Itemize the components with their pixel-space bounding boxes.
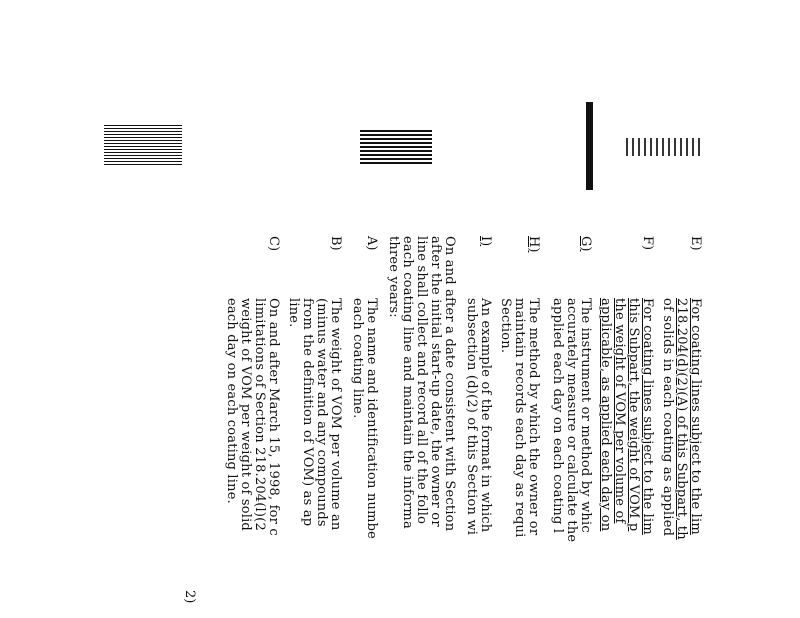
item-b-line-4: line. [286, 298, 301, 328]
item-h-line-1: The method by which the owner or [526, 298, 541, 536]
item-marker-a: A) [364, 236, 379, 251]
item-g-line-3: applied each day on each coating l [550, 298, 565, 534]
paragraph-line-5: three years: [386, 236, 401, 318]
paragraph-line-4: each coating line and maintain the informa [400, 236, 415, 529]
item-b-line-3: from the definition of VOM) as ap [300, 298, 315, 527]
paragraph-line-2: after the initial start-up date, the owner or [428, 236, 443, 527]
item-marker-e: E) [688, 236, 703, 251]
item-marker-f: F) [640, 236, 655, 251]
paragraph-line-1: On and after a date consistent with Section [442, 236, 457, 532]
paragraph-line-3: line shall collect and record all of the follo [414, 236, 429, 525]
item-e-line-2: 218.204(d)(2)(A) of this Subpart, th [674, 298, 689, 540]
item-c-line-3: weight of VOM per weight of solid [238, 298, 253, 531]
item-i-line-1: An example of the format in which [478, 298, 493, 533]
item-f-line-4: applicable, as applied each day on [598, 298, 613, 532]
item-b-line-1: The weight of VOM per volume an [328, 298, 343, 531]
page-number: 2) [182, 590, 197, 604]
item-g-line-2: accurately measure or calculate the [564, 298, 579, 543]
scan-artifact-smudge-left [104, 125, 182, 165]
item-f-line-3: the weight of VOM per volume of [612, 298, 627, 524]
item-c-line-4: each day on each coating line. [224, 298, 239, 504]
scan-artifact-bar [586, 102, 593, 190]
item-marker-b: B) [328, 236, 343, 251]
scan-artifact-smudge-center [360, 130, 432, 164]
item-marker-h: H) [526, 236, 541, 253]
item-marker-c: C) [266, 236, 281, 252]
item-e-line-3: of solids in each coating as applied [660, 298, 675, 537]
item-marker-i: I) [478, 236, 493, 247]
item-f-line-1: For coating lines subject to the lim [640, 298, 655, 535]
item-marker-g: G) [578, 236, 593, 252]
item-e-line-1: For coating lines subject to the lim [688, 298, 703, 535]
item-f-line-2: this Subpart, the weight of VOM p [626, 298, 641, 532]
item-c-line-2: limitations of Section 218.204(l)(2 [252, 298, 267, 531]
item-g-line-1: The instrument or method by whic [578, 298, 593, 533]
item-a-line-2: each coating line. [350, 298, 365, 419]
scan-artifact-glyphs [626, 138, 700, 156]
item-c-line-1: On and after March 15, 1998, for c [266, 298, 281, 536]
item-h-line-3: Section. [498, 298, 513, 354]
item-a-line-1: The name and identification numbe [364, 298, 379, 540]
item-i-line-2: subsection (d)(2) of this Section wi [464, 298, 479, 536]
item-b-line-2: (minus water and any compounds [314, 298, 329, 527]
item-h-line-2: maintain records each day as requi [512, 298, 527, 538]
